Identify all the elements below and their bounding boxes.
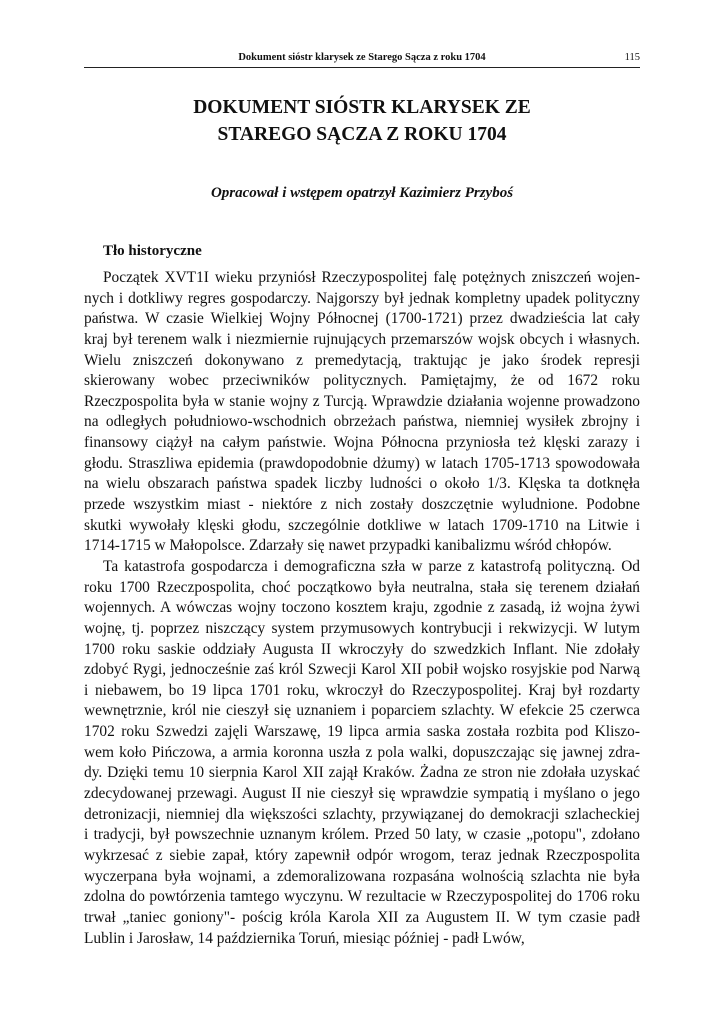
paragraph-line: i tradycji, był powszechnie uznanym królem. Przed 50 laty, w czasie „potopu", zdołano	[84, 826, 640, 844]
paragraph-line: na wielu obszarach państwa spadek liczby ludności o około 1/3. Klęska ta dotknęła	[84, 475, 640, 493]
paragraph-line: wyczerpana była wojnami, a zdemoralizowana rozpasána wolnością szlachta nie była	[84, 867, 640, 885]
running-title: Dokument sióstr klarysek ze Starego Sącza z roku 1704	[238, 52, 486, 63]
paragraph-line: wewnętrznie, król nie cieszył się uznaniem i poparciem szlachty. W efekcie 25 czerwca	[84, 702, 640, 720]
byline: Opracował i wstępem opatrzył Kazimierz Przyboś	[210, 185, 514, 201]
document-title	[84, 94, 640, 148]
paragraph-line: Wielu zniszczeń dokonywano z premedytacją, traktując je jako środek represji	[84, 351, 640, 369]
paragraph-line: Ta katastrofa gospodarcza i demograficzna szła w parze z katastrofą polityczną. Od	[103, 557, 640, 575]
body-text	[84, 268, 640, 949]
paragraph-line: i niebawem, bo 19 lipca 1701 roku, wkroczył do Rzeczypospolitej. Kraj był rozdarty	[84, 681, 640, 699]
paragraph-line: kraj był terenem walk i niezmiernie rujnujących przemarszów wojsk obcych i własnych.	[84, 330, 640, 348]
paragraph-line: Lublin i Jarosław, 14 października Toruń, miesiąc później - padł Lwów,	[84, 929, 525, 947]
paragraph-line: głodu. Straszliwa epidemia (prawdopodobnie dżumy) w latach 1705-1713 spowodowała	[84, 454, 640, 472]
paragraph-line: wojnę, tj. poprzez niszczący system przymusowych kontrybucji i rekwizycji. W lutym	[84, 619, 640, 637]
paragraph-line: wem koło Pińczowa, a armia koronna uszła z pola walki, dopuszczając się jawnej zdra-	[84, 743, 640, 761]
paragraph-line: zdolna do powtórzenia tamtego wyczynu. W rezultacie w Rzeczypospolitej do 1706 roku	[84, 888, 640, 906]
title-line: DOKUMENT SIÓSTR KLARYSEK ZE	[193, 97, 531, 118]
paragraph-line: Rzeczpospolita była w stanie wojny z Turcją. Wprawdzie działania wojenne prowadzono	[84, 392, 640, 410]
paragraph-line: zdecydowanej przewagi. August II nie cieszył się wprawdzie sympatią i myślano o jego	[84, 785, 640, 803]
page-number: 115	[624, 52, 640, 63]
running-header	[84, 51, 640, 68]
paragraph-line: na odległych południowo-wschodnich obrzeżach państwa, niemniej wysiłek zbrojny i	[84, 413, 640, 431]
paragraph-line: państwa. W czasie Wielkiej Wojny Północnej (1700-1721) przez dwadzieścia lat cały	[84, 310, 640, 328]
paragraph-line: Początek XVT1I wieku przyniósł Rzeczypospolitej falę potężnych zniszczeń wojen-	[103, 269, 640, 286]
paragraph-line: skierowany wobec przeciwników politycznych. Pamiętajmy, że od 1672 roku	[84, 372, 640, 390]
paragraph-line: detronizacji, niemniej dla większości szlachty, przywiązanej do demokracji szlacheckiej	[84, 805, 640, 823]
paragraph-line: trwał „taniec goniony"- pościg króla Karola XII za Augustem II. W tym czasie padł	[84, 908, 640, 926]
paragraph-line: dy. Dzięki temu 10 sierpnia Karol XII zajął Kraków. Żadna ze stron nie zdołała uzyskać	[84, 764, 640, 782]
paragraph-line: 1702 roku Szwedzi zajęli Warszawę, 19 lipca armia saska została rozbita pod Kliszo-	[84, 723, 640, 741]
section-heading: Tło historyczne	[103, 243, 202, 259]
paragraph-line: przede wszystkim miast - niektóre z nich zostały doszczętnie wyludnione. Podobne	[84, 496, 640, 514]
title-line: STAREGO SĄCZA Z ROKU 1704	[217, 124, 507, 145]
paragraph-line: roku 1700 Rzeczpospolita, choć początkowo była neutralna, stała się terenem działań	[84, 578, 640, 596]
paragraph-line: finansowy ciążył na całym państwie. Wojna Północna przyniosła też klęski zarazy i	[84, 434, 640, 452]
paragraph-line: 1714-1715 w Małopolsce. Zdarzały się nawet przypadki kanibalizmu wśród chłopów.	[84, 537, 612, 555]
paragraph-line: zdobyć Rygi, jednocześnie zaś król Szwecji Karol XII pobił wojsko rosyjskie pod Narwą	[84, 661, 640, 679]
paragraph-line: skutki wywołały klęski głodu, szczególnie dotkliwe w latach 1709-1710 na Litwie i	[84, 516, 640, 534]
paragraph-line: wojennych. A wówczas wojny toczono kosztem kraju, zgodnie z zasadą, iż wojna żywi	[84, 599, 640, 617]
paragraph-line: nych i dotkliwy regres gospodarczy. Najgorszy był jednak kompletny upadek polityczny	[84, 289, 640, 307]
paragraph-line: 1700 roku saskie oddziały Augusta II wkroczyły do szwedzkich Inflant. Nie zdołały	[84, 640, 640, 658]
paragraph-line: wykrzesać z siebie zapał, który zapewnił odpór wrogom, teraz jednak Rzeczpospolita	[84, 846, 640, 864]
